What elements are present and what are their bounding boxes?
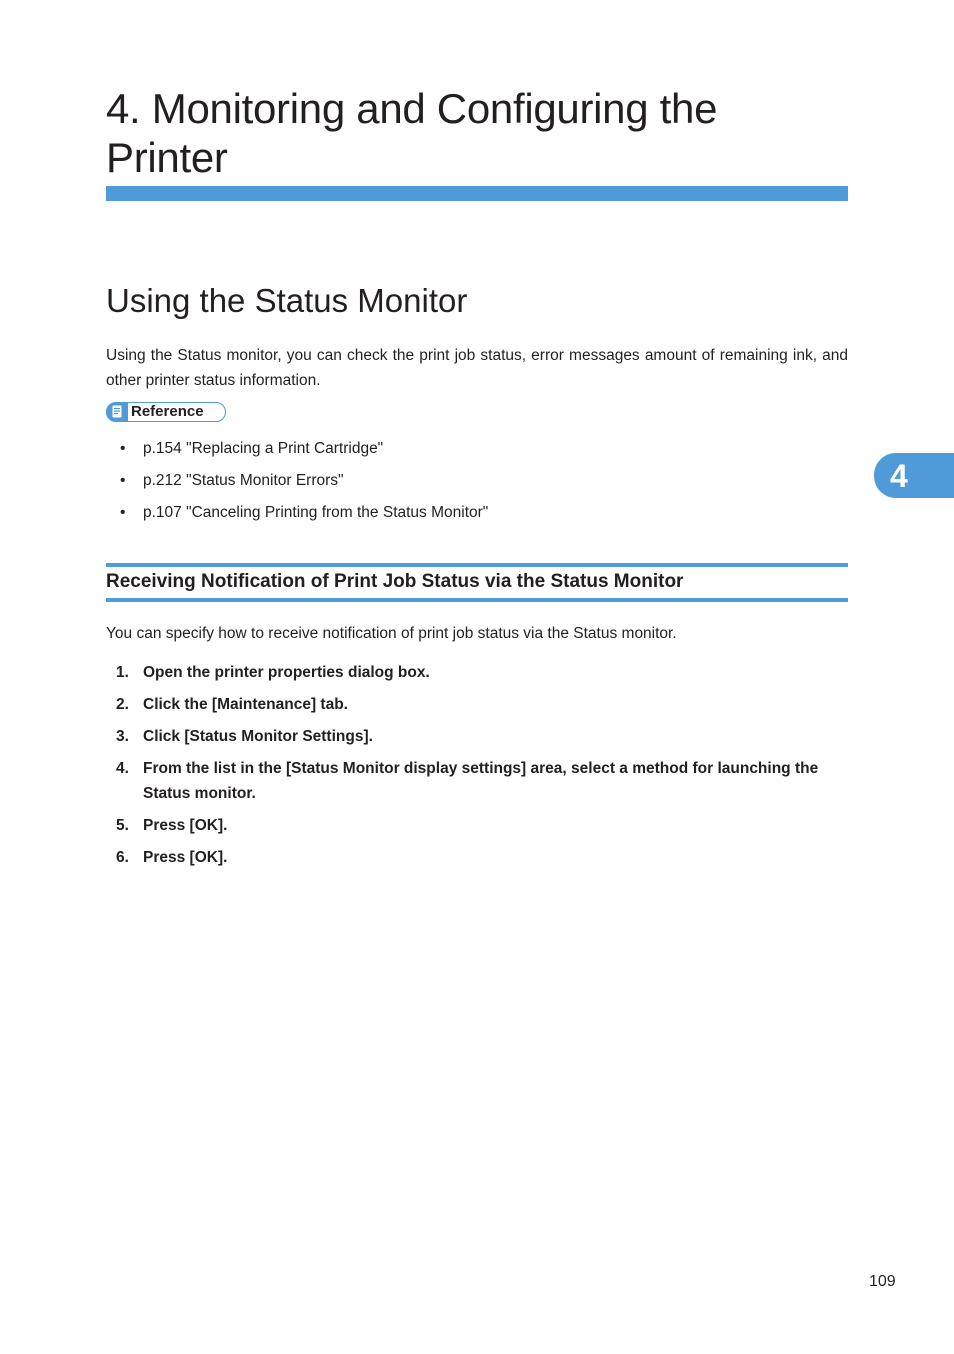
chapter-tab-number: 4: [890, 458, 908, 494]
page-number: 109: [869, 1273, 896, 1290]
section-intro: Using the Status monitor, you can check the print job status, error messages amount of remaining ink, and other printer status information.: [106, 347, 848, 389]
section-title: Using the Status Monitor: [106, 282, 468, 319]
reference-label: Reference: [131, 403, 204, 420]
reference-item[interactable]: • p.212 "Status Monitor Errors": [120, 472, 344, 489]
procedure-steps: [106, 660, 848, 877]
procedure-step: 3. Click [Status Monitor Settings].: [116, 728, 373, 745]
reference-list: [120, 436, 488, 532]
subsection-intro: You can specify how to receive notification of print job status via the Status monitor.: [106, 625, 677, 642]
subsection-rule-bottom: [106, 598, 848, 602]
reference-item[interactable]: • p.107 "Canceling Printing from the Status Monitor": [120, 504, 489, 521]
reference-note-icon: [106, 402, 128, 422]
subsection-title: Receiving Notification of Print Job Status via the Status Monitor: [106, 571, 684, 592]
procedure-step: 1. Open the printer properties dialog box.: [116, 664, 430, 681]
reference-badge: [106, 402, 226, 422]
procedure-step: 4. From the list in the [Status Monitor display settings] area, select a method for launching the Status monitor.: [116, 760, 819, 802]
procedure-step: 6. Press [OK].: [116, 849, 228, 866]
chapter-title: 4. Monitoring and Configuring the Printer: [106, 85, 718, 181]
procedure-step: 2. Click the [Maintenance] tab.: [116, 696, 348, 713]
chapter-tab: [874, 453, 954, 498]
reference-item[interactable]: • p.154 "Replacing a Print Cartridge": [120, 440, 384, 457]
procedure-step: 5. Press [OK].: [116, 817, 228, 834]
chapter-title-rule: [106, 186, 848, 201]
subsection-rule-top: [106, 563, 848, 567]
